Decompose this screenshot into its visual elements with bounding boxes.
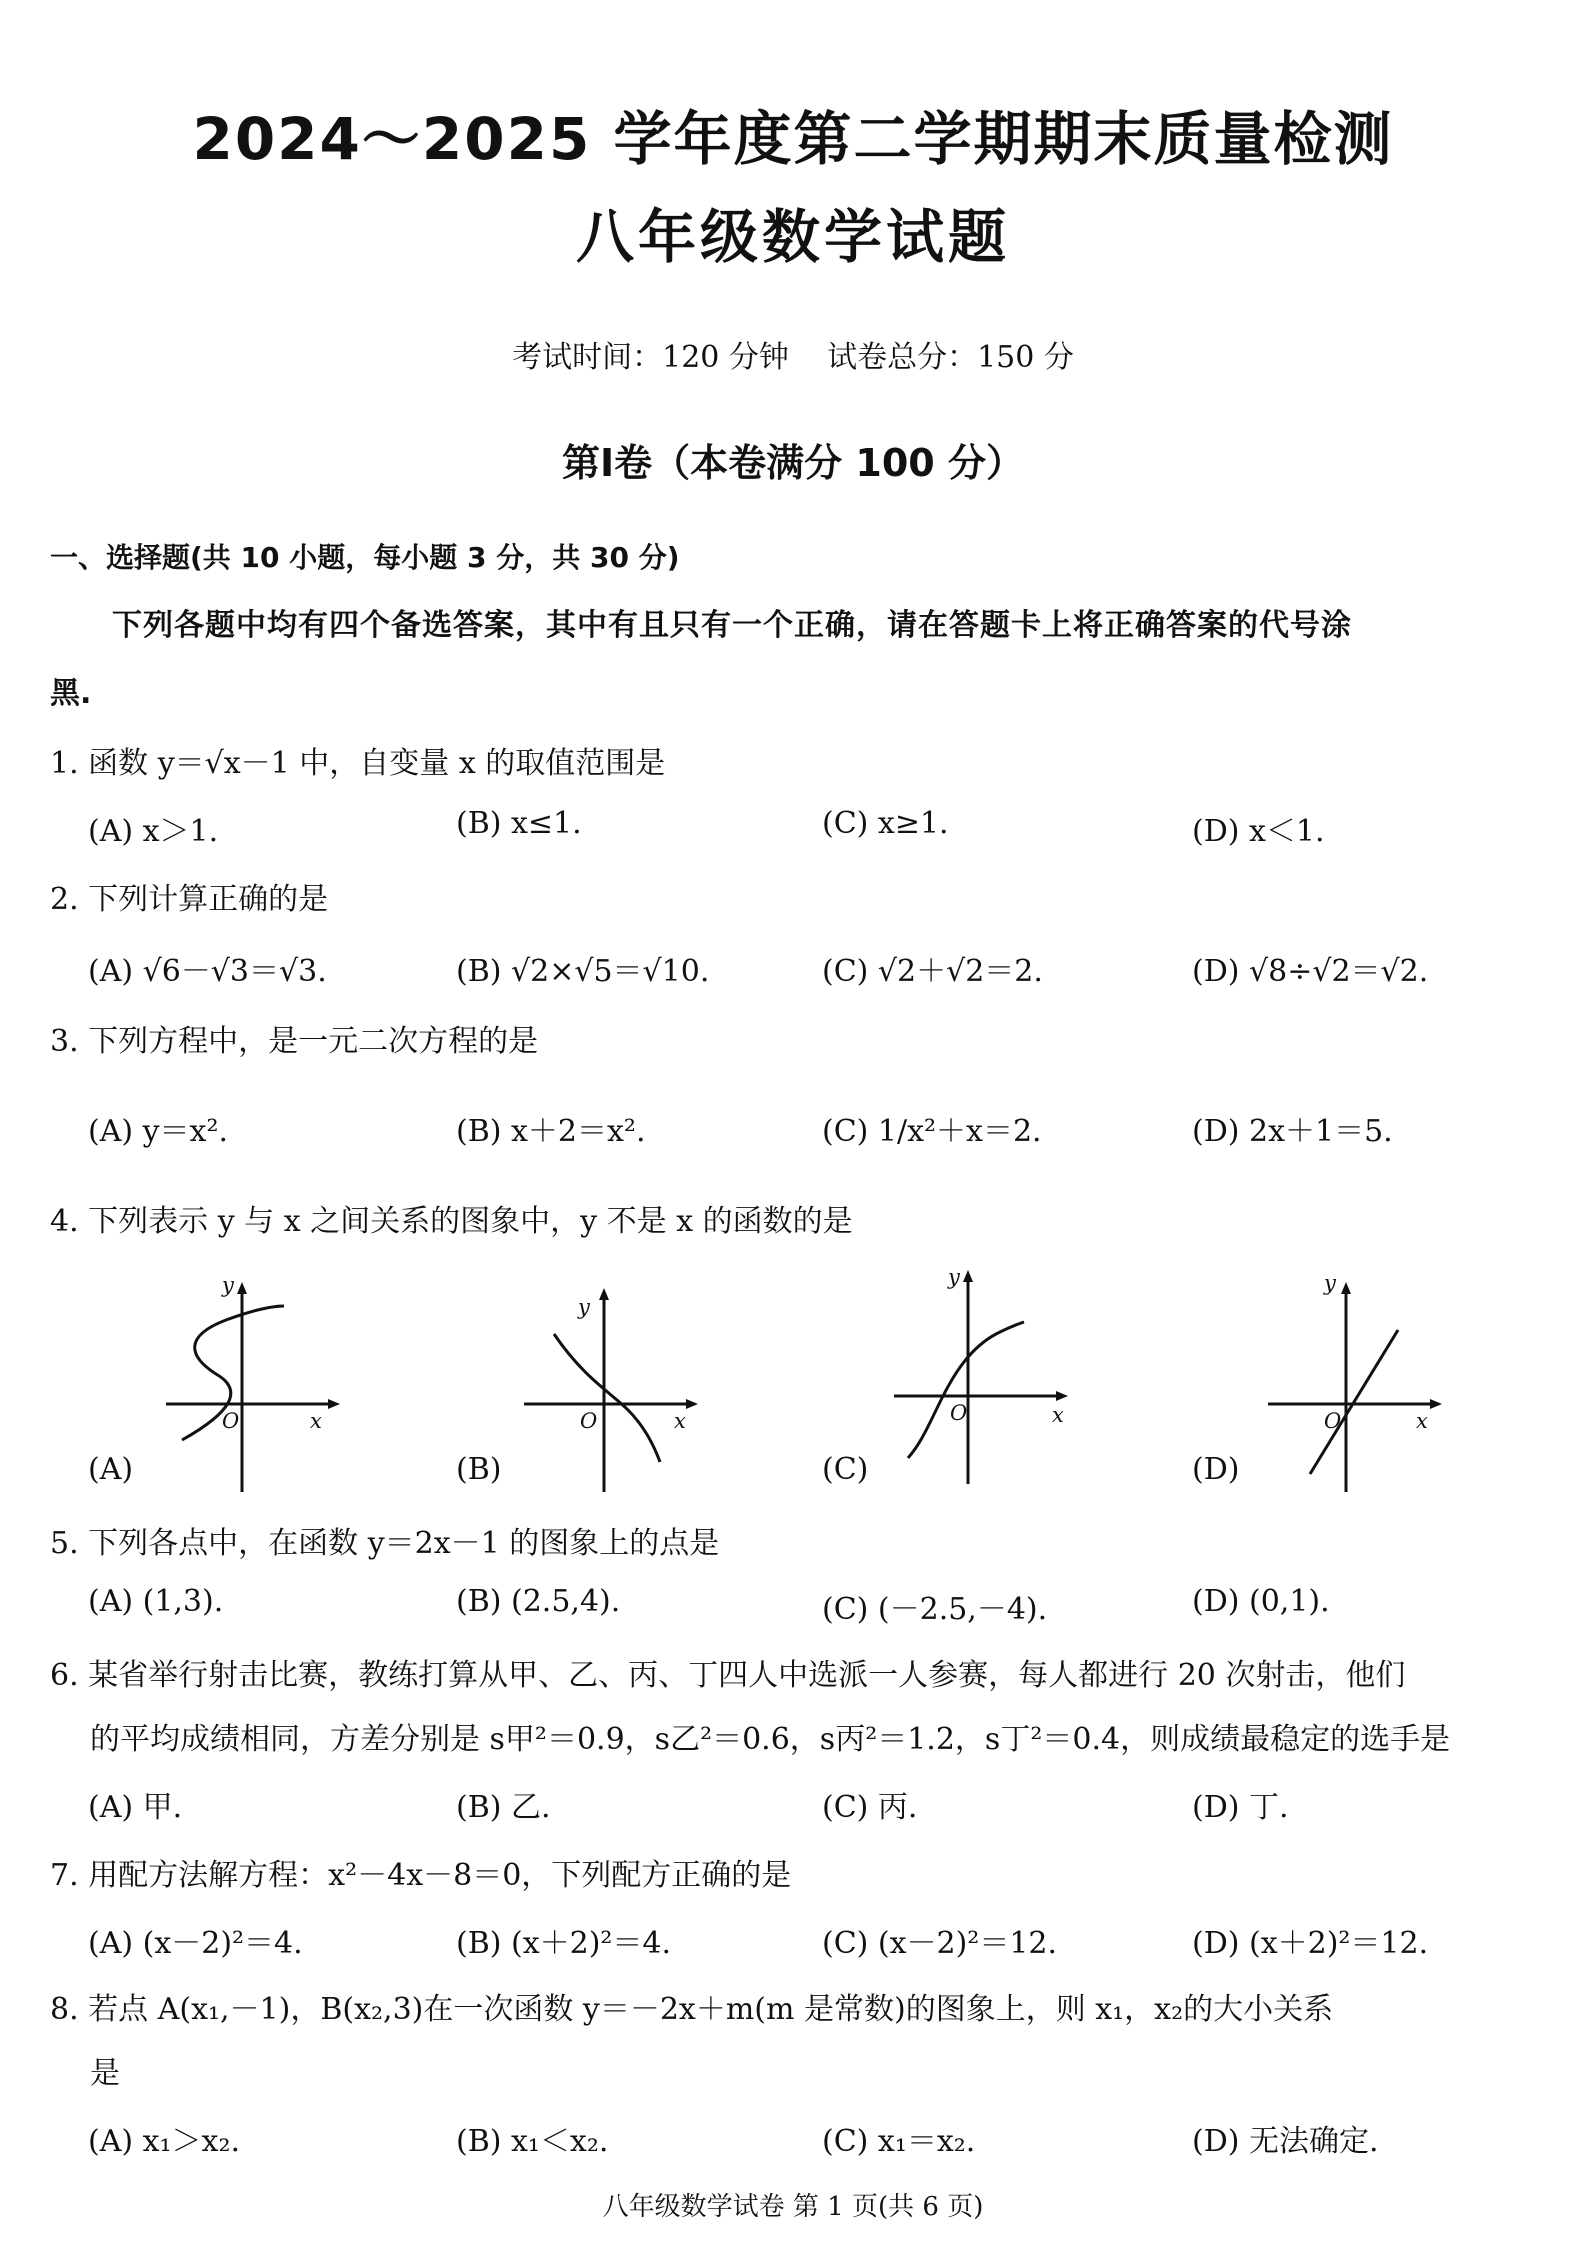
decreasing-curve: [554, 1334, 660, 1462]
question-1-stem: 1. 函数 y＝√x－1 中，自变量 x 的取值范围是: [50, 746, 666, 781]
origin-label: O: [950, 1401, 968, 1425]
question-3-option-a: (A) y＝x².: [88, 1114, 229, 1149]
question-8-option-d: (D) 无法确定.: [1192, 2124, 1379, 2159]
y-axis-label: y: [222, 1273, 234, 1297]
y-axis-label: y: [578, 1295, 590, 1319]
question-6-option-b: (B) 乙.: [456, 1790, 551, 1825]
question-7-option-d: (D) (x＋2)²＝12.: [1192, 1926, 1429, 1961]
question-1-option-b: (B) x≤1.: [456, 806, 582, 841]
origin-label: O: [1324, 1409, 1342, 1433]
origin-label: O: [222, 1409, 240, 1433]
question-4-option-b: (B): [456, 1452, 502, 1487]
question-8-option-b: (B) x₁＜x₂.: [456, 2124, 609, 2159]
question-5-option-c: (C) (－2.5,－4).: [822, 1592, 1048, 1627]
section-instruction-continued: 黑.: [50, 676, 92, 711]
y-axis-arrow: [599, 1288, 609, 1300]
x-axis-arrow: [1056, 1391, 1068, 1401]
y-axis-label: y: [948, 1265, 960, 1289]
question-6-stem: 6. 某省举行射击比赛，教练打算从甲、乙、丙、丁四人中选派一人参赛，每人都进行 20 次射击，他们: [50, 1658, 1406, 1693]
question-8-stem-continued: 是: [90, 2056, 120, 2091]
exam-time: 考试时间：120 分钟: [512, 340, 789, 375]
question-4-graph-b: [514, 1262, 734, 1494]
question-4-option-d: (D): [1192, 1452, 1240, 1487]
x-axis-label: x: [310, 1409, 322, 1433]
question-6-option-d: (D) 丁.: [1192, 1790, 1289, 1825]
y-axis-arrow: [963, 1270, 973, 1282]
question-6-stem-continued: 的平均成绩相同，方差分别是 s甲²＝0.9，s乙²＝0.6，s丙²＝1.2，s丁²＝0.4，则成绩最稳定的选手是: [90, 1722, 1451, 1757]
x-axis-arrow: [328, 1399, 340, 1409]
increasing-curve: [908, 1322, 1024, 1458]
question-7-option-b: (B) (x＋2)²＝4.: [456, 1926, 672, 1961]
question-4-option-c: (C): [822, 1452, 869, 1487]
exam-subtitle: 八年级数学试题: [575, 203, 1010, 271]
x-axis-label: x: [1416, 1409, 1428, 1433]
x-axis-label: x: [1052, 1403, 1064, 1427]
question-2-option-a: (A) √6－√3＝√3.: [88, 954, 327, 989]
question-2-option-d: (D) √8÷√2＝√2.: [1192, 954, 1429, 989]
question-8-stem: 8. 若点 A(x₁,－1)，B(x₂,3)在一次函数 y＝－2x＋m(m 是常数)的图象上，则 x₁，x₂的大小关系: [50, 1992, 1334, 2027]
question-1-option-d: (D) x＜1.: [1192, 814, 1325, 849]
exam-title: 2024～2025 学年度第二学期期末质量检测: [192, 105, 1394, 173]
question-3-stem: 3. 下列方程中，是一元二次方程的是: [50, 1024, 539, 1059]
question-1-option-a: (A) x＞1.: [88, 814, 219, 849]
y-axis-arrow: [1341, 1282, 1351, 1294]
question-2-option-c: (C) √2＋√2＝2.: [822, 954, 1043, 989]
x-axis-label: x: [674, 1409, 686, 1433]
question-4-stem: 4. 下列表示 y 与 x 之间关系的图象中，y 不是 x 的函数的是: [50, 1204, 853, 1239]
page-footer: 八年级数学试卷 第 1 页(共 6 页): [602, 2192, 984, 2222]
section-heading: 一、选择题(共 10 小题，每小题 3 分，共 30 分): [50, 541, 680, 574]
question-3-option-d: (D) 2x＋1＝5.: [1192, 1114, 1393, 1149]
question-4-option-a: (A): [88, 1452, 134, 1487]
question-3-option-c: (C) 1/x²＋x＝2.: [822, 1114, 1042, 1149]
question-7-stem: 7. 用配方法解方程：x²－4x－8＝0，下列配方正确的是: [50, 1858, 792, 1893]
question-5-option-a: (A) (1,3).: [88, 1584, 224, 1619]
x-axis-arrow: [686, 1399, 698, 1409]
question-6-option-c: (C) 丙.: [822, 1790, 918, 1825]
total-score: 试卷总分：150 分: [827, 340, 1074, 375]
x-axis-arrow: [1430, 1399, 1442, 1409]
question-1-option-c: (C) x≥1.: [822, 806, 949, 841]
question-8-option-a: (A) x₁＞x₂.: [88, 2124, 241, 2159]
question-4-graph-d: [1256, 1262, 1476, 1494]
question-5-stem: 5. 下列各点中，在函数 y＝2x－1 的图象上的点是: [50, 1526, 720, 1561]
question-4-graph-a: [150, 1262, 370, 1494]
exam-info: [0, 332, 1586, 376]
question-5-option-d: (D) (0,1).: [1192, 1584, 1330, 1619]
question-5-option-b: (B) (2.5,4).: [456, 1584, 621, 1619]
volume-title: 第Ⅰ卷（本卷满分 100 分）: [562, 441, 1024, 485]
y-axis-label: y: [1324, 1271, 1336, 1295]
linear-line: [1310, 1330, 1398, 1474]
question-2-option-b: (B) √2×√5＝√10.: [456, 954, 710, 989]
section-instruction: 下列各题中均有四个备选答案，其中有且只有一个正确，请在答题卡上将正确答案的代号涂: [112, 608, 1352, 643]
question-6-option-a: (A) 甲.: [88, 1790, 183, 1825]
question-4-graph-c: [880, 1262, 1100, 1494]
question-7-option-c: (C) (x－2)²＝12.: [822, 1926, 1058, 1961]
y-axis-arrow: [237, 1282, 247, 1294]
question-8-option-c: (C) x₁＝x₂.: [822, 2124, 976, 2159]
origin-label: O: [580, 1409, 598, 1433]
question-2-stem: 2. 下列计算正确的是: [50, 882, 329, 917]
question-7-option-a: (A) (x－2)²＝4.: [88, 1926, 303, 1961]
question-3-option-b: (B) x＋2＝x².: [456, 1114, 646, 1149]
